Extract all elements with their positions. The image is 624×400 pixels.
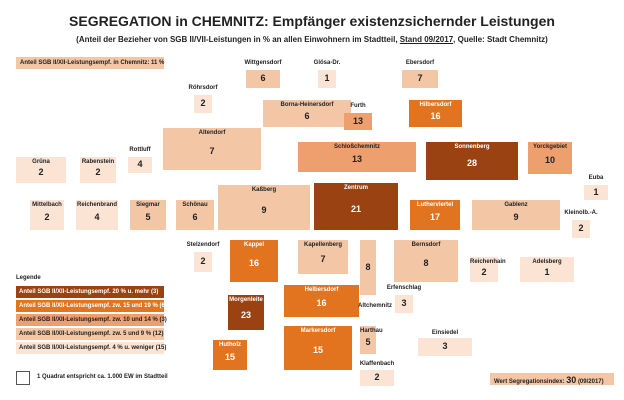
district-harthau (360, 326, 383, 354)
district-name: Borna-Heinersdorf (280, 102, 334, 108)
district-value: 8 (365, 261, 371, 272)
district-value: 6 (304, 110, 310, 121)
district-value: 23 (240, 309, 251, 320)
district-sonnenberg (426, 142, 518, 180)
district-helbersdorf (284, 285, 359, 317)
district-value: 2 (200, 256, 206, 266)
district-name: Schönau (182, 202, 208, 208)
district-erfenschlag (395, 295, 413, 313)
district-value: 2 (481, 267, 487, 277)
district-rottluff (128, 157, 152, 173)
chart-title: SEGREGATION in CHEMNITZ: Empfänger existenzsichernder Leistungen (69, 13, 555, 29)
district-value: 7 (320, 254, 326, 264)
district-morgenleite (228, 295, 264, 330)
district-name: Reichenbrand (76, 202, 117, 208)
district-name: Reichenhain (470, 259, 506, 265)
district-hilbersdorf (409, 100, 462, 127)
district-name: Kappel (243, 242, 264, 248)
district-value: 13 (351, 154, 362, 164)
district-name: Furth (350, 103, 366, 109)
district-klaffenbach (360, 370, 394, 386)
district-wittgensdorf (246, 70, 280, 88)
district-value: 21 (350, 203, 361, 214)
district-value: 1 (324, 73, 330, 83)
district-name: Glösa-Dr. (313, 60, 341, 66)
district-name: Euba (588, 175, 604, 181)
district-stelzendorf (194, 252, 212, 272)
district-name: Rabenstein (81, 159, 115, 165)
district-value: 2 (38, 167, 44, 177)
district-hutholz (213, 340, 247, 370)
district-value: 2 (44, 212, 50, 222)
district-name: Stelzendorf (186, 242, 220, 248)
district-value: 17 (429, 212, 440, 222)
district-name: Bernsdorf (411, 242, 441, 248)
district-name: Schloßchemnitz (333, 144, 380, 150)
district-furth (344, 113, 372, 130)
district-value: 1 (544, 267, 550, 277)
district-rabenstein (80, 157, 116, 183)
district-value: 5 (145, 212, 151, 222)
segregation-index (490, 373, 614, 385)
district-value: 3 (401, 298, 407, 308)
subtitle-source-end: , Quelle: Stadt Chemnitz) (453, 35, 548, 44)
district-mittelbach (30, 200, 64, 230)
district-name: Klaffenbach (359, 361, 395, 367)
district-value: 7 (417, 73, 423, 83)
district-value: 6 (260, 73, 266, 83)
district-name: Morgenleite (229, 297, 263, 303)
district-reichenhain (470, 257, 506, 282)
district-value: 6 (192, 212, 198, 222)
district-value: 3 (442, 341, 448, 351)
legend-item: Anteil SGB II/XII-Leistungsempf. 4 % u. weniger (15) (16, 342, 164, 354)
index-date: (09/2017) (577, 379, 604, 385)
district-name: Sonnenberg (454, 144, 490, 150)
district-name: Mittelbach (32, 202, 62, 208)
district-value: 15 (312, 345, 323, 355)
district-name: Ebersdorf (405, 60, 435, 66)
district-value: 5 (365, 337, 371, 347)
district-name: Rottluff (129, 147, 151, 153)
district-name: Siegmar (136, 202, 160, 208)
district-ebersdorf (402, 70, 438, 88)
district-name: Grüna (32, 159, 50, 165)
district-name: Erfenschlag (386, 285, 422, 291)
legend-item: Anteil SGB II/XII-Leistungsempf. zw. 5 und 9 % (12) (16, 328, 164, 340)
district-value: 16 (430, 110, 441, 121)
district-name: Wittgensdorf (244, 60, 282, 66)
district-value: 4 (137, 159, 143, 169)
district-reichenbrand (76, 200, 118, 230)
legend-item: Anteil SGB II/XII-Leistungsempf. zw. 15 und 19 % (6) (16, 300, 164, 312)
legend-item: Anteil SGB II/XII-Leistungsempf. zw. 10 und 14 % (3) (16, 314, 164, 326)
district-lutherviertel (410, 200, 460, 230)
district-name: Hutholz (219, 342, 241, 348)
chart-subtitle (0, 35, 624, 44)
district-adelsberg (520, 257, 574, 282)
district-name: Adelsberg (532, 259, 562, 265)
district-name: Yorckgebiet (533, 144, 567, 150)
district-name: Kleinolb.-A. (564, 210, 598, 216)
district-ka-berg (218, 185, 310, 230)
district-value: 2 (374, 372, 380, 382)
district-value: 13 (352, 115, 363, 126)
legend-title: Legende (16, 275, 41, 281)
district-name: Markersdorf (300, 328, 336, 334)
district-name: Altchemnitz (357, 303, 392, 309)
district-euba (584, 185, 608, 200)
district-r-hrsdorf (194, 95, 212, 113)
subtitle-stand: Stand 09/2017 (399, 35, 454, 44)
district-kappel (230, 240, 278, 282)
district-zentrum (314, 183, 398, 230)
chemnitz-share-note: Anteil SGB II/XII-Leistungsempf. in Chemnitz: 11 % (16, 57, 164, 69)
district-bernsdorf (394, 240, 458, 282)
district-name: Kaßberg (251, 187, 277, 193)
district-kapellenberg (298, 240, 348, 274)
district-schlo-chemnitz (298, 142, 416, 172)
district-value: 2 (578, 223, 584, 233)
scale-square (16, 371, 30, 385)
district-gl-sa-dr (318, 70, 336, 88)
district-value: 4 (94, 212, 100, 222)
district-name: Einsiedel (431, 330, 459, 336)
district-value: 9 (513, 212, 519, 222)
index-value: 30 (566, 375, 577, 385)
district-sch-nau (176, 200, 214, 230)
district-gr-na (16, 157, 66, 183)
district-value: 2 (95, 167, 101, 177)
district-name: Harthau (360, 328, 383, 334)
district-value: 9 (261, 204, 267, 215)
district-value: 16 (316, 298, 327, 308)
subtitle-source: (Anteil der Bezieher von SGB II/VII-Leistungen in % an allen Einwohnern im Stadtteil, (76, 35, 400, 44)
district-name: Lutherviertel (416, 202, 454, 208)
district-value: 8 (423, 258, 429, 268)
index-label: Wert Segregationsindex: (494, 379, 565, 385)
district-value: 7 (209, 146, 215, 156)
district-value: 2 (200, 98, 206, 108)
district-name: Helbersdorf (304, 287, 339, 293)
scale-note: 1 Quadrat entspricht ca. 1.000 EW im Stadtteil (37, 374, 168, 380)
district-kleinolb-a (572, 220, 590, 238)
district-name: Zentrum (344, 185, 368, 191)
district-value: 10 (544, 155, 555, 165)
district-einsiedel (418, 338, 472, 356)
district-name: Altendorf (198, 130, 226, 136)
district-siegmar (130, 200, 166, 230)
district-name: Kapellenberg (303, 242, 342, 248)
district-name: Hilbersdorf (419, 102, 452, 108)
district-name: Gablenz (504, 202, 528, 208)
legend-item: Anteil SGB II/XII-Leistungsempf. 20 % u. mehr (3) (16, 286, 164, 298)
district-value: 28 (466, 158, 477, 168)
district-name: Röhrsdorf (188, 85, 218, 91)
district-value: 15 (224, 352, 235, 362)
district-yorckgebiet (528, 142, 572, 174)
district-value: 16 (248, 258, 259, 268)
district-value: 1 (593, 187, 599, 197)
